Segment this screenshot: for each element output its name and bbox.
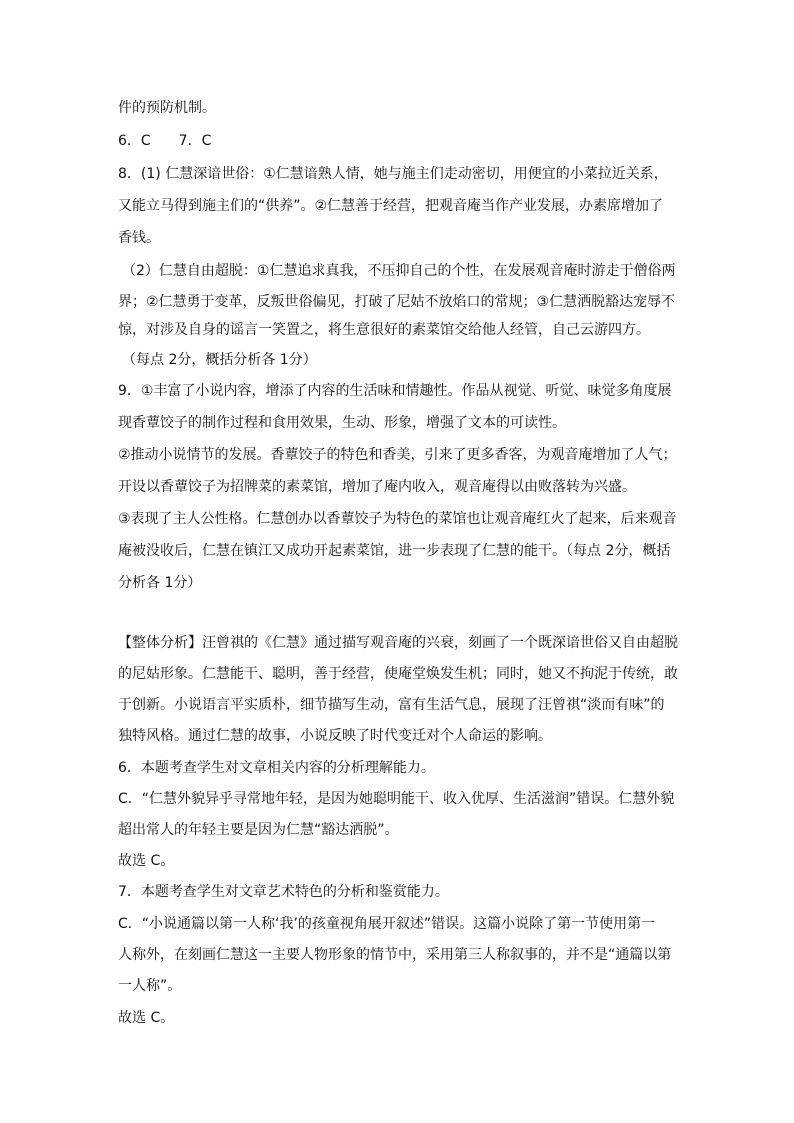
text-line: 人称外，在刻画仁慧这一主要人物形象的情节中，采用第三人称叙事的，并不是“通篇以第 [118, 947, 672, 963]
text-line: 7．本题考查学生对文章艺术特色的分析和鉴赏能力。 [118, 884, 449, 900]
text-line: 庵被没收后，仁慧在镇江又成功开起素菜馆，进一步表现了仁慧的能干。（每点 2分，概括 [118, 543, 671, 559]
text-line: （每点 2分，概括分析各 1分） [122, 352, 317, 368]
text-line: 分析各 1分） [118, 575, 202, 591]
text-line: ②推动小说情节的发展。香蕈饺子的特色和香美，引来了更多香客，为观音庵增加了人气； [118, 447, 677, 463]
text-line: 的尼姑形象。仁慧能干、聪明，善于经营，使庵堂焕发生机；同时，她又不拘泥于传统，敢 [118, 666, 678, 682]
text-line: ③表现了主人公性格。仁慧创办以香蕈饺子为特色的菜馆也让观音庵红火了起来，后来观音 [118, 511, 677, 527]
text-line: 开设以香蕈饺子为招牌菜的素菜馆，增加了庵内收入，观音庵得以由败落转为兴盛。 [118, 479, 636, 495]
text-line: （2）仁慧自由超脱：①仁慧追求真我，不压抑自己的个性，在发展观音庵时游走于僧俗两 [122, 263, 676, 279]
text-line: 又能立马得到施主们的“供养”。②仁慧善于经营，把观音庵当作产业发展，办素席增加了 [118, 198, 664, 214]
text-line: 故选 C。 [118, 1010, 175, 1026]
text-line: C．“小说通篇以第一人称‘我’的孩童视角展开叙述”错误。这篇小说除了第一节使用第一 [118, 916, 656, 932]
text-line: 故选 C。 [118, 853, 175, 869]
text-line: 一人称”。 [118, 978, 182, 994]
text-line: 独特风格。通过仁慧的故事，小说反映了时代变迁对个人命运的影响。 [118, 728, 552, 744]
text-line: 【整体分析】汪曾祺的《仁慧》通过描写观音庵的兴衰，刻画了一个既深谙世俗又自由超脱 [118, 635, 678, 651]
text-line: 于创新。小说语言平实质朴，细节描写生动，富有生活气息，展现了汪曾祺“淡而有味”的 [118, 697, 665, 713]
text-line: 超出常人的年轻主要是因为仁慧“豁达洒脱”。 [118, 822, 399, 838]
text-line: 香钱。 [118, 230, 160, 246]
text-line: 件的预防机制。 [118, 100, 216, 116]
text-line: 现香蕈饺子的制作过程和食用效果，生动、形象，增强了文本的可读性。 [118, 415, 566, 431]
text-line: 9．①丰富了小说内容，增添了内容的生活味和情趣性。作品从视觉、听觉、味觉多角度展 [118, 383, 672, 399]
text-line: 8．(1) 仁慧深谙世俗：①仁慧谙熟人情，她与施主们走动密切，用便宜的小菜拉近关系， [118, 166, 668, 182]
text-line: 界；②仁慧勇于变革，反叛世俗偏见，打破了尼姑不放焰口的常规；③仁慧洒脱豁达宠辱不 [118, 294, 676, 310]
text-line: 惊，对涉及自身的谣言一笑置之，将生意很好的素菜馆交给他人经管，自己云游四方。 [118, 322, 650, 338]
text-line: 6．本题考查学生对文章相关内容的分析理解能力。 [118, 760, 435, 776]
text-line: C．“仁慧外貌异乎寻常地年轻，是因为她聪明能干、收入优厚、生活滋润”错误。仁慧外貌 [118, 791, 675, 807]
text-line: 6．C 7．C [118, 133, 212, 149]
